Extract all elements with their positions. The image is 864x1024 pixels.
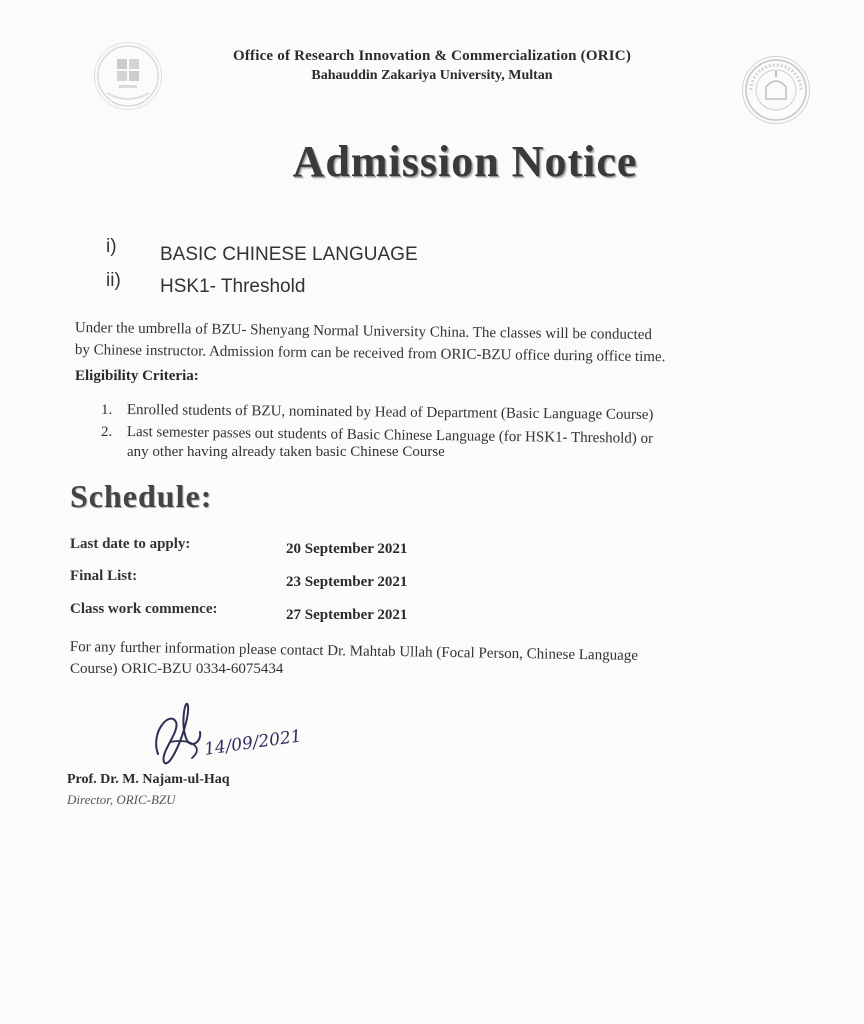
bzu-seal xyxy=(742,56,810,124)
schedule-date: 20 September 2021 xyxy=(286,541,408,557)
course-number: i) xyxy=(106,236,117,257)
university-heading: Bahauddin Zakariya University, Multan xyxy=(311,68,553,83)
schedule-date: 27 September 2021 xyxy=(286,607,408,623)
schedule-label: Last date to apply: xyxy=(70,536,191,552)
eligibility-number: 2. xyxy=(101,424,113,440)
intro-line: Under the umbrella of BZU- Shenyang Normal University China. The classes will be conducted xyxy=(74,319,653,344)
contact-line: For any further information please contact Dr. Mahtab Ullah (Focal Person, Chinese Language xyxy=(69,638,639,664)
schedule-heading: Schedule: xyxy=(70,478,213,514)
signatory-designation: Director, ORIC-BZU xyxy=(67,792,176,807)
eligibility-text: Last semester passes out students of Basic Chinese Language (for HSK1- Threshold) or xyxy=(126,423,654,447)
intro-line: by Chinese instructor. Admission form can be received from ORIC-BZU office during office time. xyxy=(74,341,666,366)
schedule-label: Final List: xyxy=(70,568,138,584)
course-number: ii) xyxy=(106,270,121,291)
schedule-date: 23 September 2021 xyxy=(286,574,408,590)
contact-line: Course) ORIC-BZU 0334-6075434 xyxy=(70,661,284,677)
eligibility-text: any other having already taken basic Chinese Course xyxy=(127,444,445,460)
office-heading: Office of Research Innovation & Commercialization (ORIC) xyxy=(232,48,632,64)
eligibility-heading: Eligibility Criteria: xyxy=(75,368,199,384)
signature-date: 14/09/2021 xyxy=(203,726,303,760)
schedule-label: Class work commence: xyxy=(70,601,218,617)
course-name: BASIC CHINESE LANGUAGE xyxy=(160,244,418,265)
course-name: HSK1- Threshold xyxy=(160,276,306,297)
signatory-name: Prof. Dr. M. Najam-ul-Haq xyxy=(67,772,230,787)
page-title: Admission Notice xyxy=(292,137,638,186)
eligibility-number: 1. xyxy=(101,402,113,418)
eligibility-text: Enrolled students of BZU, nominated by Head of Department (Basic Language Course) xyxy=(126,401,654,424)
